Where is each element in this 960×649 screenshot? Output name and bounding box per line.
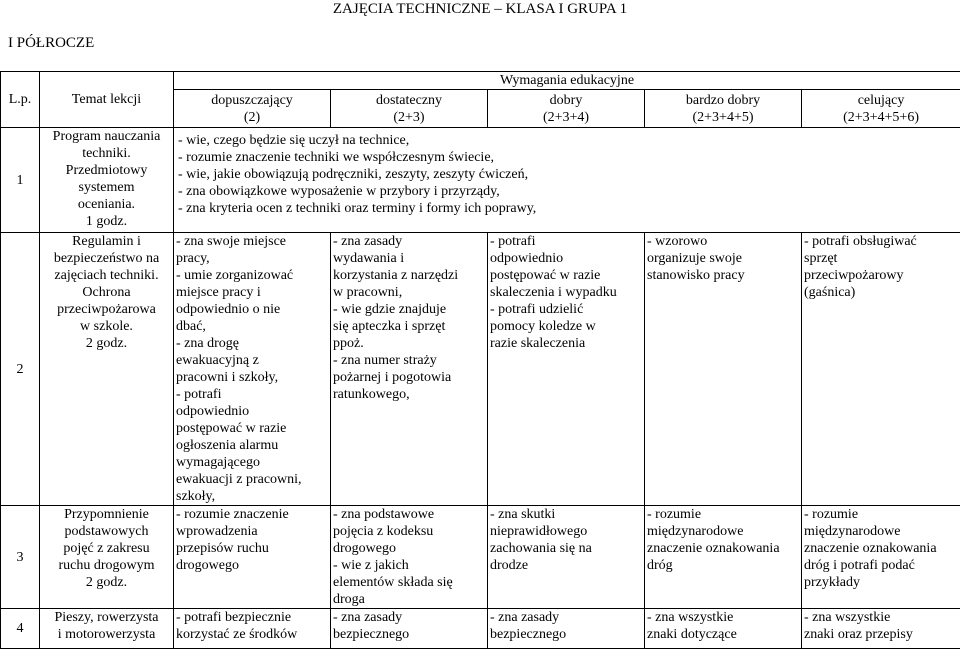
text-line: - zna zasady xyxy=(490,609,642,626)
text-line: - potrafi xyxy=(176,386,328,403)
text-line: Regulamin i xyxy=(42,233,171,250)
text-line: - wie, jakie obowiązują podręczniki, zeszyty, zeszyty ćwiczeń, xyxy=(178,166,960,183)
text-line: i motorowerzysta xyxy=(42,626,171,643)
text-line: - zna podstawowe xyxy=(333,506,485,523)
text-line: ratunkowego, xyxy=(333,386,485,403)
level-name: dostateczny xyxy=(376,93,442,108)
text-line: Ochrona xyxy=(42,284,171,301)
header-level-3 xyxy=(331,90,488,128)
level-code: (2+3+4) xyxy=(543,110,589,125)
text-line: - zna numer straży xyxy=(333,352,485,369)
requirement-cell-5 xyxy=(645,609,802,649)
text-line: postępować w razie xyxy=(490,267,642,284)
requirement-cell-4 xyxy=(488,233,645,506)
text-line: droga xyxy=(333,591,485,608)
header-level-2 xyxy=(174,90,331,128)
level-code: (2) xyxy=(244,110,260,125)
requirement-cell-3 xyxy=(331,233,488,506)
semester-heading: I PÓŁROCZE xyxy=(8,35,94,52)
text-line: sprzęt xyxy=(804,250,958,267)
text-line: znaczenie oznakowania xyxy=(647,540,799,557)
text-line: przeciwpożarowy xyxy=(804,267,958,284)
text-line: (gaśnica) xyxy=(804,284,958,301)
level-name: dobry xyxy=(550,93,583,108)
level-code: (2+3) xyxy=(393,110,424,125)
text-line: - potrafi xyxy=(490,233,642,250)
text-line: stanowisko pracy xyxy=(647,267,799,284)
text-line: dbać, xyxy=(176,318,328,335)
text-line: ewakuacyjną z xyxy=(176,352,328,369)
text-line: pracy, xyxy=(176,250,328,267)
text-line: podstawowych xyxy=(42,523,171,540)
text-line: korzystać ze środków xyxy=(176,626,328,643)
text-line: - rozumie znaczenie xyxy=(176,506,328,523)
text-line: odpowiednio xyxy=(490,250,642,267)
text-line: elementów składa się xyxy=(333,574,485,591)
text-line: znaki dotyczące xyxy=(647,626,799,643)
text-line: ewakuacji z pracowni, xyxy=(176,471,328,488)
text-line: - zna wszystkie xyxy=(647,609,799,626)
level-name: celujący xyxy=(858,93,905,108)
text-line: oceniania. xyxy=(42,196,171,213)
text-line: drogowego xyxy=(333,540,485,557)
text-line: nieprawidłowego xyxy=(490,523,642,540)
header-topic: Temat lekcji xyxy=(40,72,174,128)
text-line: skaleczenia i wypadku xyxy=(490,284,642,301)
requirement-cell-3 xyxy=(331,609,488,649)
text-line: drodze xyxy=(490,557,642,574)
text-line: miejsce pracy i xyxy=(176,284,328,301)
lesson-topic xyxy=(40,128,174,233)
text-line: szkoły, xyxy=(176,488,328,505)
requirement-cell-5 xyxy=(645,233,802,506)
text-line: bezpiecznego xyxy=(333,626,485,643)
table-row xyxy=(1,128,960,233)
header-row-top xyxy=(1,72,960,90)
requirement-cell-3 xyxy=(331,506,488,609)
text-line: przykłady xyxy=(804,574,958,591)
level-name: dopuszczający xyxy=(211,93,293,108)
text-line: - zna swoje miejsce xyxy=(176,233,328,250)
text-line: międzynarodowe xyxy=(804,523,958,540)
lesson-topic xyxy=(40,506,174,609)
table-row xyxy=(1,506,960,609)
text-line: międzynarodowe xyxy=(647,523,799,540)
text-line: - zna kryteria ocen z techniki oraz terminy i formy ich poprawy, xyxy=(178,200,960,217)
text-line: Pieszy, rowerzysta xyxy=(42,609,171,626)
requirements-table xyxy=(0,71,960,649)
requirement-cell-4 xyxy=(488,506,645,609)
level-name: bardzo dobry xyxy=(686,93,760,108)
text-line: - umie zorganizować xyxy=(176,267,328,284)
header-requirements: Wymagania edukacyjne xyxy=(174,72,960,90)
header-level-4 xyxy=(488,90,645,128)
text-line: - wie gdzie znajduje xyxy=(333,301,485,318)
lesson-topic xyxy=(40,609,174,649)
text-line: - wie, czego będzie się uczył na technice, xyxy=(178,132,960,149)
text-line: - potrafi bezpiecznie xyxy=(176,609,328,626)
text-line: Przypomnienie xyxy=(42,506,171,523)
text-line: bezpiecznego xyxy=(490,626,642,643)
text-line: ruchu drogowym xyxy=(42,557,171,574)
text-line: - rozumie znaczenie techniki we współczesnym świecie, xyxy=(178,149,960,166)
requirement-cell-6 xyxy=(802,609,960,649)
text-line: pożarnej i pogotowia xyxy=(333,369,485,386)
document-title: ZAJĘCIA TECHNICZNE – KLASA I GRUPA 1 xyxy=(0,0,960,18)
text-line: pomocy koledze w xyxy=(490,318,642,335)
text-line: przeciwpożarowa xyxy=(42,301,171,318)
text-line: - potrafi obsługiwać xyxy=(804,233,958,250)
text-line: postępować w razie xyxy=(176,420,328,437)
text-line: zajęciach techniki. xyxy=(42,267,171,284)
header-lp: L.p. xyxy=(1,72,40,128)
level-code: (2+3+4+5) xyxy=(692,110,753,125)
text-line: - zna drogę xyxy=(176,335,328,352)
text-line: 2 godz. xyxy=(42,335,171,352)
row-number: 1 xyxy=(1,128,40,233)
text-line: wprowadzenia xyxy=(176,523,328,540)
text-line: 2 godz. xyxy=(42,574,171,591)
text-line: zachowania się na xyxy=(490,540,642,557)
text-line: dróg i potrafi podać xyxy=(804,557,958,574)
text-line: przepisów ruchu xyxy=(176,540,328,557)
text-line: razie skaleczenia xyxy=(490,335,642,352)
row-number: 2 xyxy=(1,233,40,506)
text-line: - rozumie xyxy=(647,506,799,523)
text-line: 1 godz. xyxy=(42,213,171,230)
text-line: - zna zasady xyxy=(333,233,485,250)
text-line: drogowego xyxy=(176,557,328,574)
text-line: w szkole. xyxy=(42,318,171,335)
requirement-cell-6 xyxy=(802,233,960,506)
text-line: techniki. xyxy=(42,145,171,162)
requirement-cell-5 xyxy=(645,506,802,609)
text-line: pojęcia z kodeksu xyxy=(333,523,485,540)
row-number: 3 xyxy=(1,506,40,609)
text-line: organizuje swoje xyxy=(647,250,799,267)
table-row xyxy=(1,609,960,649)
text-line: pojęć z zakresu xyxy=(42,540,171,557)
text-line: Program nauczania xyxy=(42,128,171,145)
text-line: ogłoszenia alarmu xyxy=(176,437,328,454)
header-level-5 xyxy=(645,90,802,128)
requirement-cell-2 xyxy=(174,233,331,506)
text-line: systemem xyxy=(42,179,171,196)
text-line: - zna skutki xyxy=(490,506,642,523)
text-line: odpowiednio xyxy=(176,403,328,420)
row-number: 4 xyxy=(1,609,40,649)
text-line: - wie z jakich xyxy=(333,557,485,574)
text-line: korzystania z narzędzi xyxy=(333,267,485,284)
text-line: odpowiednio o nie xyxy=(176,301,328,318)
text-line: Przedmiotowy xyxy=(42,162,171,179)
requirement-cell-2 xyxy=(174,609,331,649)
text-line: - potrafi udzielić xyxy=(490,301,642,318)
header-level-6 xyxy=(802,90,960,128)
text-line: - rozumie xyxy=(804,506,958,523)
requirements-merged-cell xyxy=(174,128,960,233)
text-line: - zna wszystkie xyxy=(804,609,958,626)
level-code: (2+3+4+5+6) xyxy=(843,110,919,125)
text-line: bezpieczeństwo na xyxy=(42,250,171,267)
text-line: - wzorowo xyxy=(647,233,799,250)
text-line: dróg xyxy=(647,557,799,574)
text-line: w pracowni, xyxy=(333,284,485,301)
text-line: znaczenie oznakowania xyxy=(804,540,958,557)
requirement-cell-2 xyxy=(174,506,331,609)
text-line: wymagającego xyxy=(176,454,328,471)
text-line: pracowni i szkoły, xyxy=(176,369,328,386)
table-row xyxy=(1,233,960,506)
requirement-cell-6 xyxy=(802,506,960,609)
lesson-topic xyxy=(40,233,174,506)
text-line: się apteczka i sprzęt xyxy=(333,318,485,335)
text-line: - zna zasady xyxy=(333,609,485,626)
text-line: - zna obowiązkowe wyposażenie w przybory i przyrządy, xyxy=(178,183,960,200)
text-line: znaki oraz przepisy xyxy=(804,626,958,643)
text-line: wydawania i xyxy=(333,250,485,267)
requirement-cell-4 xyxy=(488,609,645,649)
text-line: ppoż. xyxy=(333,335,485,352)
